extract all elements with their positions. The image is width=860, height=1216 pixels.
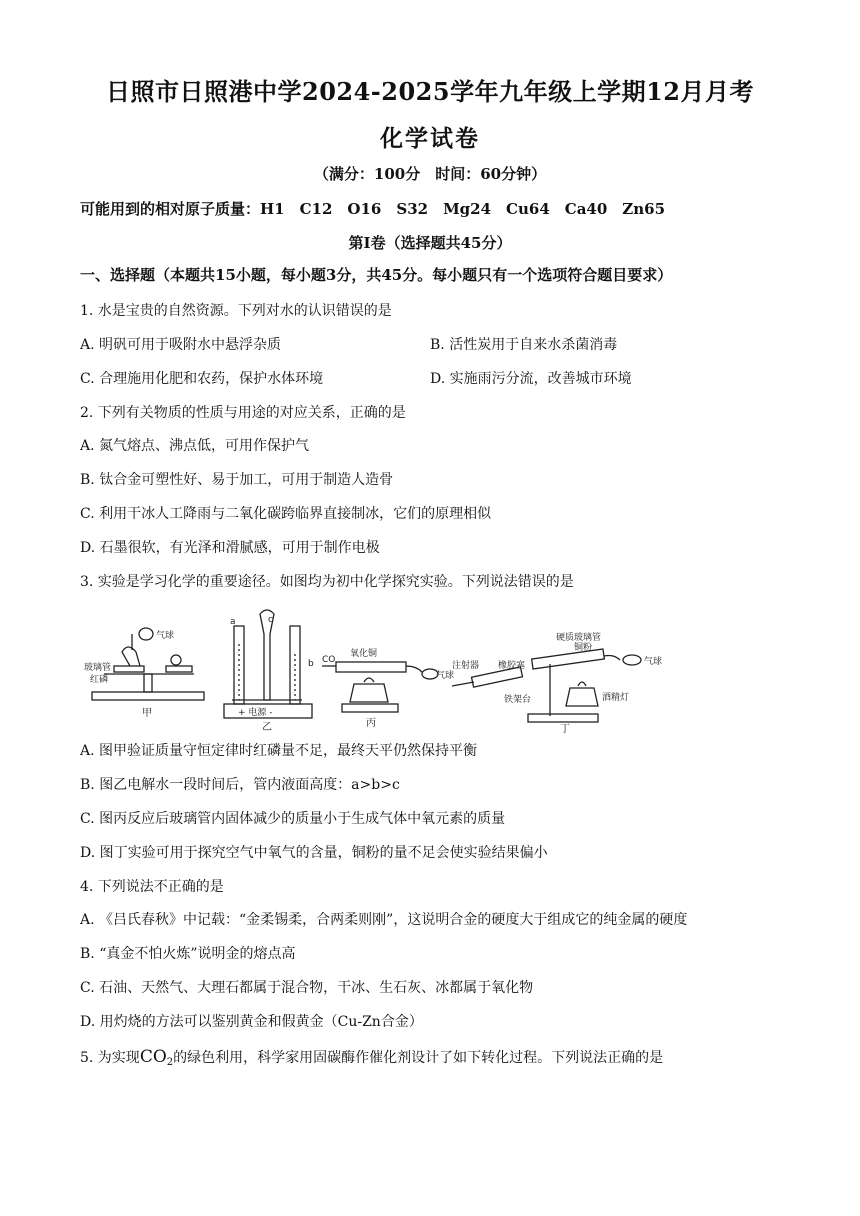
question-2-option-a: A. 氮气熔点、沸点低，可用作保护气: [80, 438, 310, 454]
yi-label-b: b: [308, 659, 314, 669]
apparatus-ding: [452, 649, 641, 722]
question-2-option-c: C. 利用干冰人工降雨与二氧化碳跨临界直接制冰，它们的原理相似: [80, 506, 492, 522]
question-3-option-a: A. 图甲验证质量守恒定律时红磷量不足，最终天平仍然保持平衡: [80, 743, 478, 759]
jia-label-glass: 玻璃管: [84, 663, 112, 673]
question-4-stem: 4. 下列说法不正确的是: [80, 879, 224, 895]
ding-label-stopper: 橡胶塞: [498, 661, 526, 671]
question-3-option-c: C. 图丙反应后玻璃管内固体减少的质量小于生成气体中氧元素的质量: [80, 811, 506, 827]
question-4-option-a: A. 《吕氏春秋》中记载：“金柔锡柔，合两柔则刚”，这说明合金的硬度大于组成它的纯金属的硬度: [80, 912, 688, 928]
question-1-stem: 1. 水是宝贵的自然资源。下列对水的认识错误的是: [80, 303, 392, 319]
ding-label-ball: 气球: [644, 657, 663, 667]
yi-caption: 乙: [262, 722, 272, 733]
co2-formula: CO: [139, 1047, 167, 1067]
apparatus-bing: [322, 662, 438, 712]
question-1-option-a: A. 明矾可用于吸附水中悬浮杂质: [80, 337, 282, 353]
ding-label-cu: 铜粉: [574, 643, 593, 653]
ding-label-clamp: 铁架台: [504, 695, 532, 705]
yi-label-power: + 电源 -: [238, 708, 273, 718]
question-3-stem: 3. 实验是学习化学的重要途径。如图均为初中化学探究实验。下列说法错误的是: [80, 574, 574, 590]
question-1-option-d: D. 实施雨污分流，改善城市环境: [430, 371, 632, 387]
bing-label-cuo: 氧化铜: [350, 649, 378, 659]
question-5-stem-post: 的绿色利用，科学家用固碳酶作催化剂设计了如下转化过程。下列说法正确的是: [173, 1050, 664, 1066]
ding-label-tube: 硬质玻璃管: [556, 633, 602, 643]
question-1-option-b: B. 活性炭用于自来水杀菌消毒: [430, 337, 618, 353]
atomic-masses: 可能用到的相对原子质量：H1 C12 O16 S32 Mg24 Cu64 Ca40 Zn65: [80, 200, 666, 218]
question-2-stem: 2. 下列有关物质的性质与用途的对应关系，正确的是: [80, 405, 406, 421]
bing-caption: 丙: [366, 718, 376, 729]
ding-label-lamp: 酒精灯: [602, 693, 630, 703]
experiment-diagram: [84, 604, 684, 734]
question-4-option-b: B. “真金不怕火炼”说明金的熔点高: [80, 946, 296, 962]
question-3-option-d: D. 图丁实验可用于探究空气中氧气的含量，铜粉的量不足会使实验结果偏小: [80, 845, 548, 861]
exam-subtitle: 化学试卷: [380, 125, 480, 152]
question-5-stem: [80, 1047, 663, 1068]
bing-label-co: CO: [322, 655, 336, 665]
question-2-option-d: D. 石墨很软，有光泽和滑腻感，可用于制作电极: [80, 540, 380, 556]
co2-subscript: 2: [166, 1057, 174, 1068]
exam-meta: （满分：100分 时间：60分钟）: [313, 165, 547, 183]
ding-caption: 丁: [560, 724, 570, 734]
question-1-option-c: C. 合理施用化肥和农药，保护水体环境: [80, 371, 324, 387]
yi-label-a: a: [230, 617, 236, 627]
jia-label-p: 红磷: [90, 675, 109, 685]
ding-label-syringe: 注射器: [452, 661, 480, 671]
exam-title: 日照市日照港中学2024-2025学年九年级上学期12月月考: [106, 77, 754, 106]
question-3-option-b: B. 图乙电解水一段时间后，管内液面高度：a>b>c: [80, 777, 400, 793]
section-heading: 一、选择题（本题共15小题，每小题3分，共45分。每小题只有一个选项符合题目要求）: [80, 266, 673, 284]
experiment-figure: [84, 604, 684, 734]
jia-caption: 甲: [142, 708, 152, 719]
yi-label-c: c: [268, 615, 273, 625]
question-4-option-c: C. 石油、天然气、大理石都属于混合物，干冰、生石灰、冰都属于氧化物: [80, 980, 534, 996]
part-heading: 第Ⅰ卷（选择题共45分）: [348, 234, 512, 252]
question-4-option-d: D. 用灼烧的方法可以鉴别黄金和假黄金（Cu-Zn合金）: [80, 1014, 423, 1030]
apparatus-yi: [224, 610, 312, 718]
question-2-option-b: B. 钛合金可塑性好、易于加工，可用于制造人造骨: [80, 472, 394, 488]
question-5-stem-pre: 5. 为实现: [80, 1050, 140, 1066]
jia-label-ball: 气球: [156, 631, 175, 641]
bing-label-ball: 气球: [436, 671, 455, 681]
